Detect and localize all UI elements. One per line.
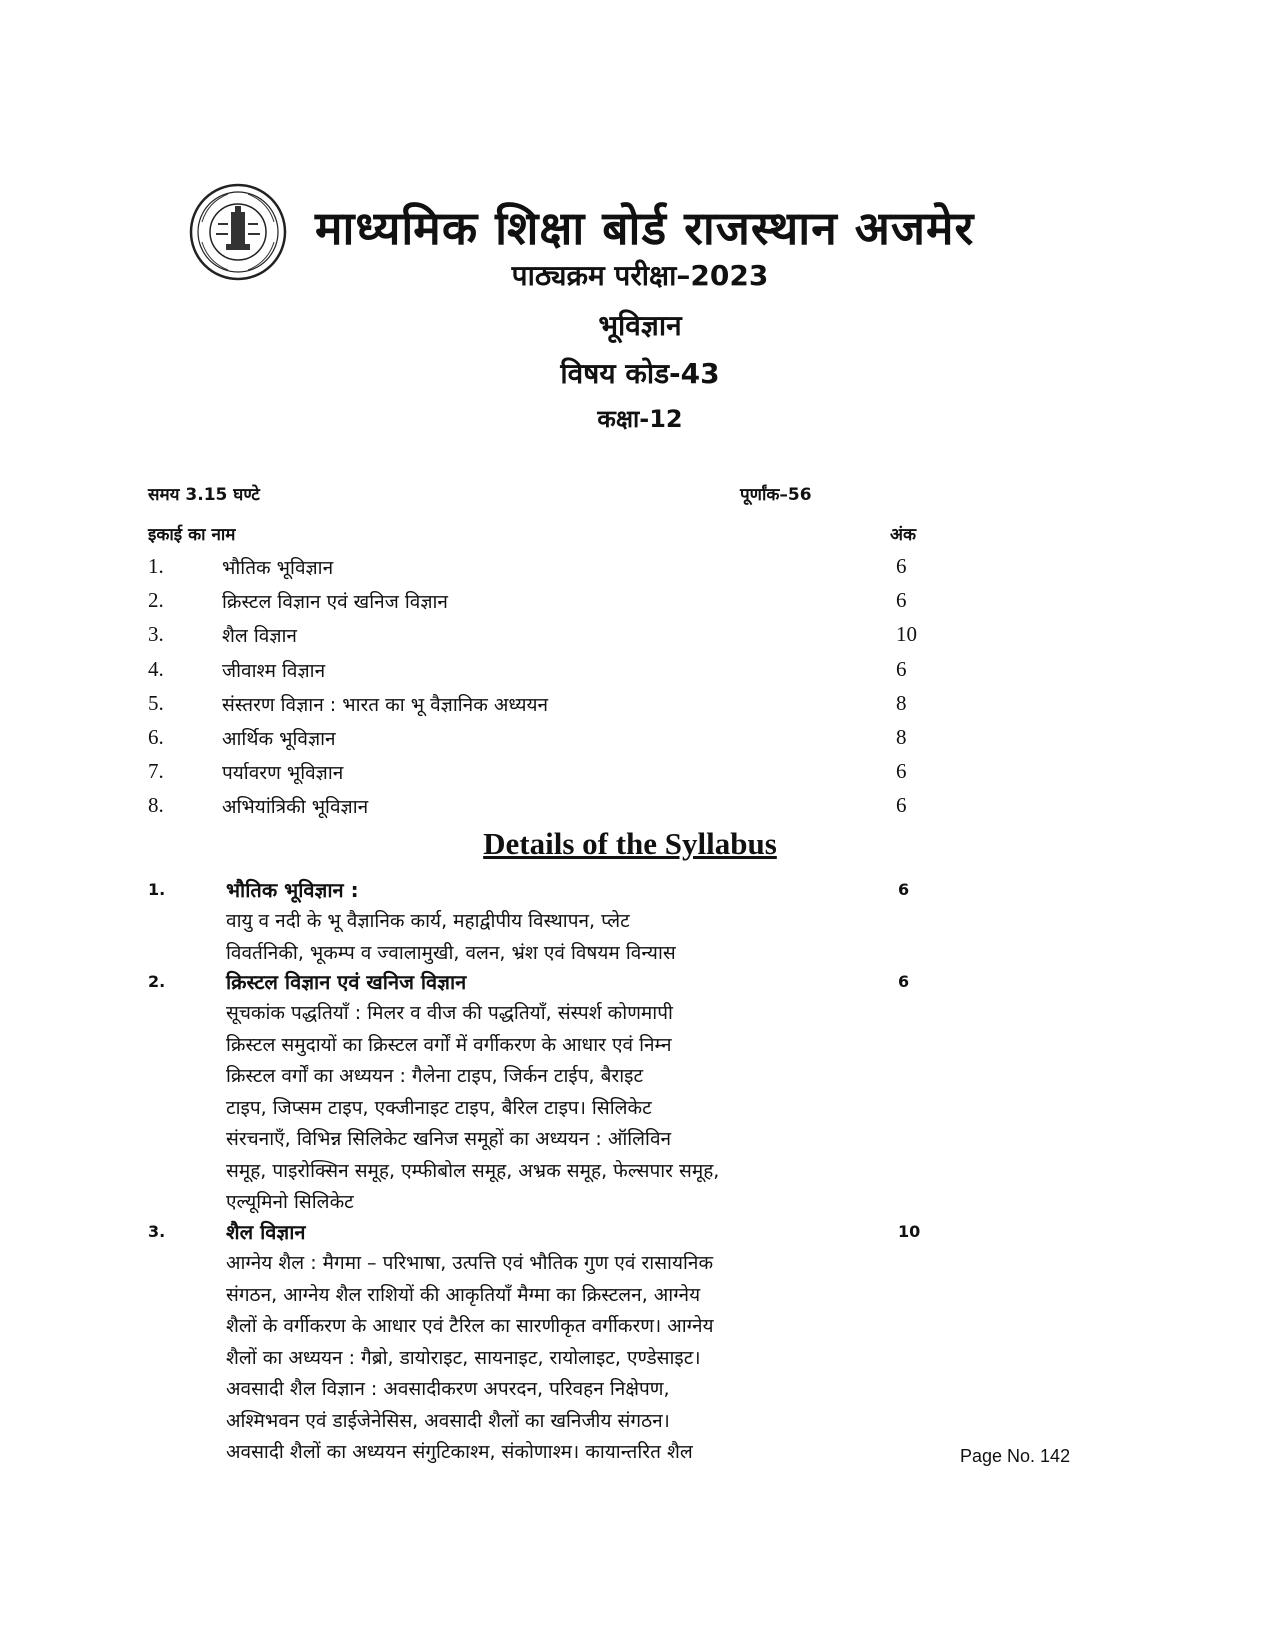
marks-header: अंक bbox=[890, 525, 917, 545]
exam-time: समय 3.15 घण्टे bbox=[148, 485, 260, 505]
section-line: अश्मिभवन एवं डाईजेनेसिस, अवसादी शैलों का खनिजीय संगठन। bbox=[226, 1409, 670, 1432]
unit-number: 3. bbox=[148, 622, 164, 647]
page-number: Page No. 142 bbox=[960, 1446, 1071, 1466]
section-line: सूचकांक पद्धतियाँ : मिलर व वीज की पद्धतियाँ, संस्पर्श कोणमापी bbox=[226, 1002, 673, 1024]
section-line: शैलों का अध्ययन : गैब्रो, डायोराइट, सायनाइट, रायोलाइट, एण्डेसाइट। bbox=[226, 1346, 701, 1369]
subject-code-heading: विषय कोड-43 bbox=[560, 357, 720, 390]
section-marks: 6 bbox=[898, 972, 910, 991]
section-number: 3. bbox=[148, 1222, 166, 1241]
unit-row bbox=[148, 657, 948, 691]
board-name-heading: माध्यमिक शिक्षा बोर्ड राजस्थान अजमेर bbox=[315, 201, 975, 255]
section-body bbox=[226, 998, 846, 1219]
section-body bbox=[226, 1248, 846, 1469]
section-line: समूह, पाइरोक्सिन समूह, एम्फीबोल समूह, अभ्रक समूह, फेल्सपार समूह, bbox=[226, 1159, 720, 1182]
section-line: एल्यूमिनो सिलिकेट bbox=[226, 1191, 354, 1213]
unit-number: 4. bbox=[148, 656, 164, 681]
unit-number: 5. bbox=[148, 690, 164, 715]
unit-name: जीवाश्म विज्ञान bbox=[222, 659, 326, 682]
total-marks: पूर्णांक–56 bbox=[740, 485, 812, 505]
section-marks: 10 bbox=[898, 1222, 921, 1241]
unit-name: भौतिक भूविज्ञान bbox=[222, 557, 334, 579]
unit-name: क्रिस्टल विज्ञान एवं खनिज विज्ञान bbox=[222, 591, 448, 614]
unit-name: शैल विज्ञान bbox=[222, 625, 297, 648]
section-number: 1. bbox=[148, 880, 166, 899]
unit-number: 2. bbox=[148, 588, 164, 613]
unit-marks: 6 bbox=[896, 759, 907, 784]
unit-row bbox=[148, 588, 948, 622]
section-marks: 6 bbox=[898, 880, 910, 899]
section-line: वायु व नदी के भू वैज्ञानिक कार्य, महाद्वीपीय विस्थापन, प्लेट bbox=[226, 910, 630, 932]
unit-name: पर्यावरण भूविज्ञान bbox=[222, 762, 344, 785]
exam-heading: पाठ्यक्रम परीक्षा–2023 bbox=[511, 259, 769, 292]
unit-name: आर्थिक भूविज्ञान bbox=[222, 727, 336, 750]
section-line: क्रिस्टल समुदायों का क्रिस्टल वर्गों में वर्गीकरण के आधार एवं निम्न bbox=[226, 1033, 672, 1056]
unit-number: 6. bbox=[148, 724, 164, 749]
unit-marks: 6 bbox=[896, 656, 907, 681]
unit-marks: 8 bbox=[896, 690, 907, 715]
subject-heading: भूविज्ञान bbox=[598, 309, 682, 342]
details-heading: Details of the Syllabus bbox=[483, 826, 777, 861]
unit-number: 8. bbox=[148, 793, 164, 818]
section-line: अवसादी शैल विज्ञान : अवसादीकरण अपरदन, परिवहन निक्षेपण, bbox=[226, 1378, 670, 1400]
unit-name-header: इकाई का नाम bbox=[148, 525, 236, 545]
unit-row bbox=[148, 793, 948, 827]
section-line: अवसादी शैलों का अध्ययन संगुटिकाश्म, संकोणाश्म। कायान्तरित शैल bbox=[226, 1441, 693, 1463]
section-line: टाइप, जिप्सम टाइप, एक्जीनाइट टाइप, बैरिल टाइप। सिलिकेट bbox=[226, 1096, 652, 1119]
unit-number: 7. bbox=[148, 759, 164, 784]
unit-row bbox=[148, 691, 948, 725]
section-body bbox=[226, 906, 846, 969]
board-seal-icon bbox=[188, 182, 288, 282]
unit-marks: 8 bbox=[896, 724, 907, 749]
unit-name: संस्तरण विज्ञान : भारत का भू वैज्ञानिक अध्ययन bbox=[222, 693, 549, 716]
section-title: क्रिस्टल विज्ञान एवं खनिज विज्ञान bbox=[226, 970, 467, 994]
section-line: क्रिस्टल वर्गों का अध्ययन : गैलेना टाइप, जिर्कन टाईप, बैराइट bbox=[226, 1065, 644, 1087]
unit-row bbox=[148, 554, 948, 588]
units-list bbox=[148, 554, 948, 828]
unit-marks: 6 bbox=[896, 793, 907, 818]
section-line: संगठन, आग्नेय शैल राशियों की आकृतियाँ मैग्मा का क्रिस्टलन, आग्नेय bbox=[226, 1283, 701, 1306]
section-line: विवर्तनिकी, भूकम्प व ज्वालामुखी, वलन, भ्रंश एवं विषयम विन्यास bbox=[226, 941, 676, 964]
section-line: शैलों के वर्गीकरण के आधार एवं टैरिल का सारणीकृत वर्गीकरण। आग्नेय bbox=[226, 1315, 714, 1337]
unit-row bbox=[148, 725, 948, 759]
unit-name: अभियांत्रिकी भूविज्ञान bbox=[222, 796, 369, 819]
unit-row bbox=[148, 622, 948, 656]
unit-marks: 6 bbox=[896, 554, 907, 578]
section-title: भौतिक भूविज्ञान : bbox=[226, 878, 359, 902]
section-line: संरचनाएँ, विभिन्न सिलिकेट खनिज समूहों का अध्ययन : ऑलिविन bbox=[226, 1128, 672, 1150]
unit-marks: 10 bbox=[896, 622, 917, 647]
section-title: शैल विज्ञान bbox=[226, 1220, 306, 1244]
section-line: आग्नेय शैल : मैगमा – परिभाषा, उत्पत्ति एवं भौतिक गुण एवं रासायनिक bbox=[226, 1252, 714, 1274]
unit-row bbox=[148, 759, 948, 793]
unit-marks: 6 bbox=[896, 588, 907, 613]
unit-number: 1. bbox=[148, 554, 164, 578]
section-number: 2. bbox=[148, 972, 166, 991]
class-heading: कक्षा-12 bbox=[597, 405, 683, 433]
